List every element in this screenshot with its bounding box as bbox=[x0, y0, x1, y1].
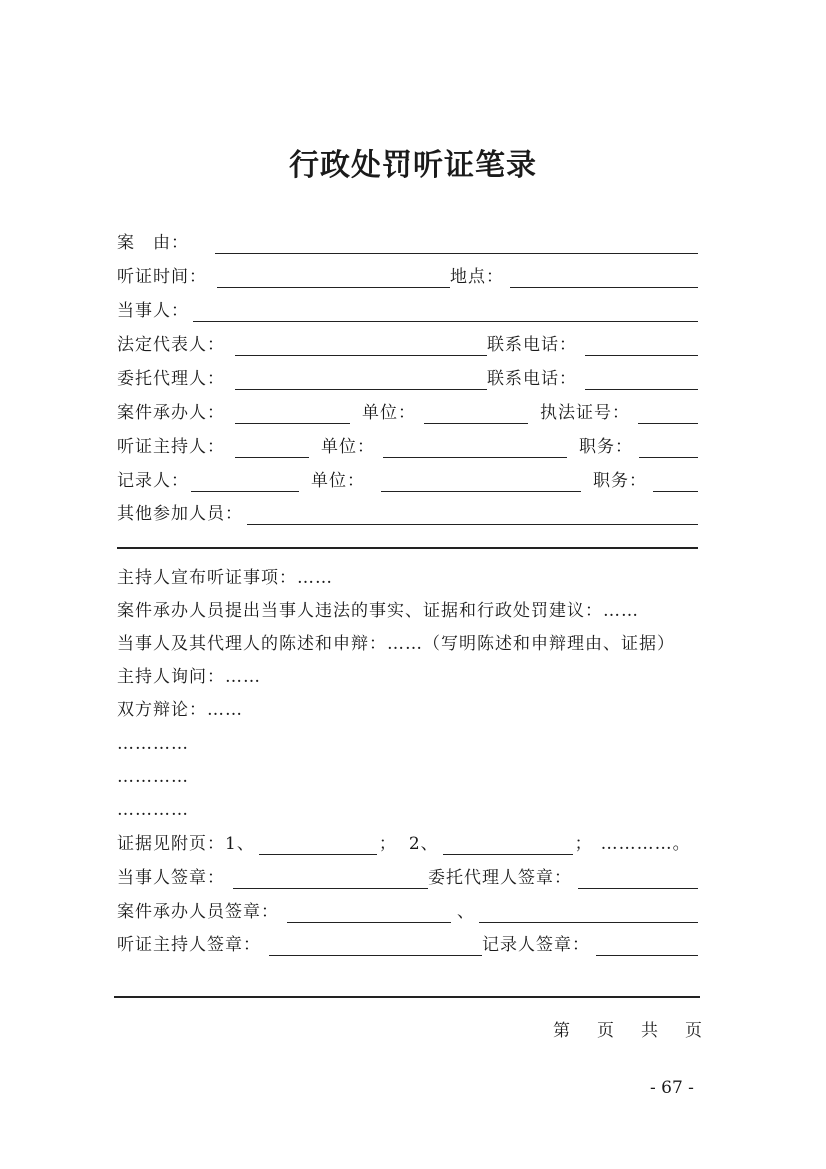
case-reason-field[interactable] bbox=[215, 231, 698, 254]
recorder-position-field[interactable] bbox=[653, 469, 698, 492]
handler-sign-row bbox=[117, 895, 698, 923]
content-line-3: 当事人及其代理人的陈述和申辩：……（写明陈述和申辩理由、证据） bbox=[117, 634, 675, 654]
phone-field-1[interactable] bbox=[585, 333, 698, 356]
content-line-1: 主持人宣布听证事项：…… bbox=[117, 568, 333, 588]
phone-label-1: 联系电话： bbox=[487, 335, 577, 355]
case-reason-row bbox=[117, 226, 698, 254]
hearing-time-label: 听证时间： bbox=[117, 267, 207, 287]
agent-row bbox=[117, 362, 698, 390]
evidence-item-2-label: 2、 bbox=[408, 834, 439, 854]
host-unit-field[interactable] bbox=[383, 435, 567, 458]
recorder-position-label: 职务： bbox=[593, 471, 647, 491]
host-label: 听证主持人： bbox=[117, 437, 225, 457]
location-label: 地点： bbox=[450, 267, 504, 287]
others-label: 其他参加人员： bbox=[117, 504, 243, 524]
handler-sign-comma: 、 bbox=[457, 902, 475, 922]
handler-field[interactable] bbox=[235, 401, 350, 424]
phone-label-2: 联系电话： bbox=[487, 369, 577, 389]
recorder-label: 记录人： bbox=[117, 471, 189, 491]
page-ye-1: 页 bbox=[597, 1021, 615, 1041]
party-sign-row bbox=[117, 861, 698, 889]
others-field[interactable] bbox=[247, 502, 698, 525]
agent-sign-field[interactable] bbox=[578, 866, 698, 889]
handler-row bbox=[117, 396, 698, 424]
legal-rep-label: 法定代表人： bbox=[117, 335, 225, 355]
evidence-semicolon-1: ； bbox=[378, 834, 397, 854]
recorder-row bbox=[117, 464, 698, 492]
host-row bbox=[117, 430, 698, 458]
evidence-field-2[interactable] bbox=[443, 832, 573, 855]
page-info bbox=[553, 1016, 703, 1041]
page-gong: 共 bbox=[641, 1021, 659, 1041]
party-row bbox=[117, 294, 698, 322]
handler-sign-field-1[interactable] bbox=[287, 900, 451, 923]
legal-rep-field[interactable] bbox=[235, 333, 487, 356]
content-line-5: 双方辩论：…… bbox=[117, 700, 243, 720]
evidence-tail: …………。 bbox=[600, 834, 691, 854]
agent-label: 委托代理人： bbox=[117, 369, 225, 389]
host-position-field[interactable] bbox=[639, 435, 698, 458]
document-title: 行政处罚听证笔录 bbox=[289, 148, 537, 183]
phone-field-2[interactable] bbox=[585, 367, 698, 390]
location-field[interactable] bbox=[510, 265, 698, 288]
recorder-field[interactable] bbox=[191, 469, 299, 492]
host-sign-label: 听证主持人签章： bbox=[117, 935, 261, 955]
evidence-field-1[interactable] bbox=[259, 832, 377, 855]
recorder-sign-label: 记录人签章： bbox=[482, 935, 590, 955]
host-unit-label: 单位： bbox=[321, 437, 375, 457]
party-sign-label: 当事人签章： bbox=[117, 868, 225, 888]
recorder-sign-field[interactable] bbox=[596, 933, 698, 956]
host-sign-row bbox=[117, 928, 698, 956]
handler-sign-label: 案件承办人员签章： bbox=[117, 902, 279, 922]
handler-unit-label: 单位： bbox=[362, 403, 416, 423]
host-field[interactable] bbox=[235, 435, 309, 458]
evidence-label: 证据见附页：1、 bbox=[117, 834, 255, 854]
party-field[interactable] bbox=[193, 299, 698, 322]
agent-field[interactable] bbox=[235, 367, 487, 390]
handler-label: 案件承办人： bbox=[117, 403, 225, 423]
host-sign-field[interactable] bbox=[269, 933, 482, 956]
page-di: 第 bbox=[553, 1021, 571, 1041]
page-number: - 67 - bbox=[650, 1078, 694, 1098]
footer-line bbox=[114, 996, 700, 998]
host-position-label: 职务： bbox=[579, 437, 633, 457]
content-line-2: 案件承办人员提出当事人违法的事实、证据和行政处罚建议：…… bbox=[117, 601, 639, 621]
divider-line bbox=[117, 547, 698, 549]
handler-sign-field-2[interactable] bbox=[479, 900, 698, 923]
evidence-row bbox=[117, 827, 698, 855]
legal-rep-row bbox=[117, 328, 698, 356]
party-sign-field[interactable] bbox=[233, 866, 428, 889]
dots-line-3: ………… bbox=[117, 800, 189, 820]
content-line-4: 主持人询问：…… bbox=[117, 667, 261, 687]
evidence-semicolon-2: ； bbox=[574, 834, 593, 854]
case-reason-label: 案 由： bbox=[117, 233, 189, 253]
law-cert-label: 执法证号： bbox=[540, 403, 630, 423]
party-label: 当事人： bbox=[117, 301, 189, 321]
recorder-unit-field[interactable] bbox=[381, 469, 581, 492]
dots-line-1: ………… bbox=[117, 734, 189, 754]
page-ye-2: 页 bbox=[685, 1021, 703, 1041]
agent-sign-label: 委托代理人签章： bbox=[428, 868, 572, 888]
recorder-unit-label: 单位： bbox=[311, 471, 365, 491]
hearing-time-field[interactable] bbox=[217, 265, 450, 288]
dots-line-2: ………… bbox=[117, 767, 189, 787]
law-cert-field[interactable] bbox=[638, 401, 698, 424]
handler-unit-field[interactable] bbox=[424, 401, 528, 424]
hearing-time-row bbox=[117, 260, 698, 288]
others-row bbox=[117, 497, 698, 525]
